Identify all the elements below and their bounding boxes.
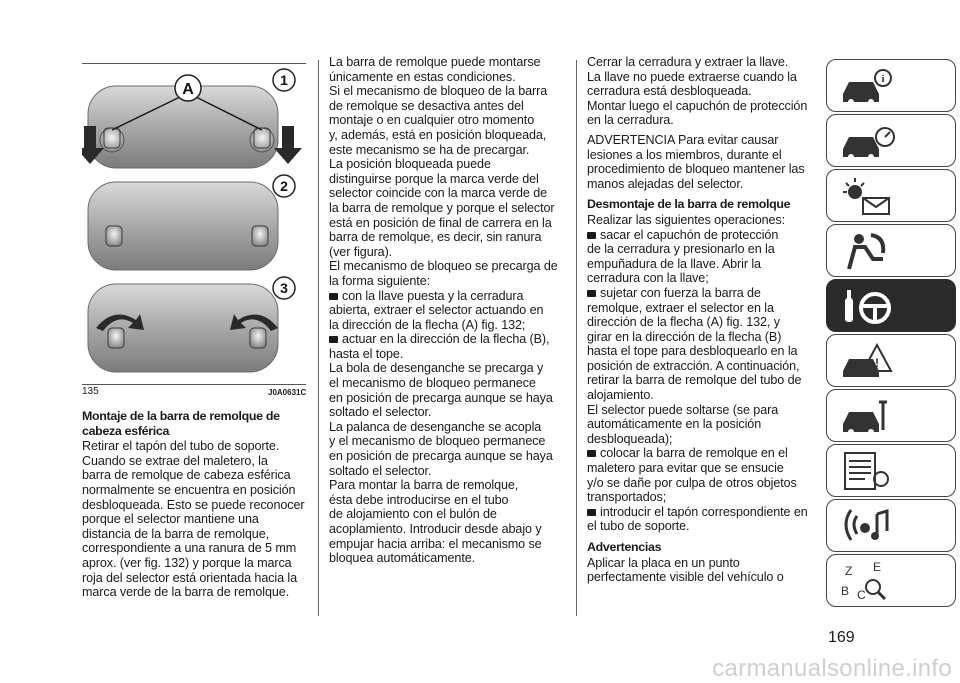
text-line: automáticamente en la posición: [587, 417, 762, 432]
car-dashboard-icon: [837, 119, 897, 163]
text-line: alojamiento.: [587, 388, 654, 403]
warning-line: manos alejadas del selector.: [587, 176, 744, 191]
text-line: La palanca de desenganche se acopla: [329, 419, 542, 434]
tab-maintenance[interactable]: [826, 389, 956, 442]
callout-3-label: 3: [280, 280, 288, 296]
watermark: carmanualsonline.info: [712, 655, 952, 682]
svg-text:!: !: [875, 356, 879, 370]
text-line: selector coincide con la marca verde de: [329, 186, 548, 201]
tab-car-dashboard[interactable]: [826, 114, 956, 167]
text-line: en posición de precarga aunque se haya: [329, 390, 553, 405]
text-line: de alojamiento con el bulón de: [329, 507, 497, 522]
text-line: Aplicar la placa en un punto: [587, 555, 740, 570]
column-divider-1: [318, 60, 319, 616]
index-icon: [837, 559, 897, 603]
page-number: 169: [828, 629, 855, 646]
text-line: soltado el selector.: [329, 463, 432, 478]
text-line: en la cerradura.: [587, 113, 674, 128]
text-line: y/o se dañe por culpa de otros objetos: [587, 475, 797, 490]
text-line: remolque, extraer el selector en la: [587, 300, 774, 315]
text-line: acoplamiento. Introducir desde abajo y: [329, 522, 542, 536]
text-line: La posición bloqueada puede: [329, 157, 491, 172]
text-line: porque el selector mantiene una: [82, 512, 259, 527]
text-line: correspondiente a una ranura de 5 mm: [82, 541, 297, 556]
text-line: Para montar la barra de remolque,: [329, 478, 519, 493]
column-3: [587, 55, 817, 585]
text-line: cerradura con la llave;: [587, 271, 709, 286]
text-line: hasta el tope.: [329, 346, 404, 361]
svg-text:Z: Z: [845, 564, 853, 578]
start-drive-icon: [837, 284, 897, 328]
text-line: bloquea automáticamente.: [329, 551, 476, 566]
tab-warning-lights[interactable]: [826, 169, 956, 222]
text-line: el mecanismo de bloqueo permanece: [329, 376, 536, 391]
text-line: normalmente se encuentra en posición: [82, 482, 296, 497]
svg-text:i: i: [881, 73, 885, 85]
text-line: la dirección de la flecha (A) fig. 132;: [329, 317, 526, 332]
text-line: de la cerradura y presionarlo en la: [587, 242, 775, 257]
text-line: girar en la dirección de la flecha (B): [587, 329, 782, 344]
section-heading-desmontaje: Desmontaje de la barra de remolque: [587, 197, 791, 212]
multimedia-icon: [837, 504, 897, 548]
emergency-icon: [837, 339, 897, 383]
text-line: en posición de precarga aunque se haya: [329, 449, 553, 464]
bullet-item: introducir el tapón correspondiente en: [587, 505, 817, 520]
text-line: cerradura está desbloqueada.: [587, 84, 752, 99]
text-line: posición de extracción. A continuación,: [587, 358, 800, 373]
car-info-icon: [837, 64, 897, 108]
warning-lights-icon: [837, 174, 897, 218]
figure-caption-rule: [82, 384, 306, 385]
text-line: La barra de remolque puede montarse: [329, 55, 541, 69]
maintenance-icon: [837, 394, 897, 438]
column-2: [329, 55, 569, 566]
bullet-item: sacar el capuchón de protección: [587, 228, 817, 243]
text-line: el tubo de soporte.: [587, 519, 690, 534]
callout-2-label: 2: [280, 178, 288, 194]
tab-safety[interactable]: [826, 224, 956, 277]
bullet-item: colocar la barra de remolque en el: [587, 446, 817, 461]
text-line: únicamente en estas condiciones.: [329, 69, 516, 84]
tab-car-info[interactable]: [826, 59, 956, 112]
text-line: marca verde de la barra de remolque.: [82, 585, 290, 600]
text-line: barra de remolque, es decir, sin ranura: [329, 230, 542, 245]
text-line: El mecanismo de bloqueo se precarga de: [329, 259, 558, 274]
text-line: retirar la barra de remolque del tubo de: [587, 373, 802, 388]
text-line: Cerrar la cerradura y extraer la llave.: [587, 55, 789, 69]
text-line: transportados;: [587, 490, 667, 505]
text-line: y el mecanismo de bloqueo permanece: [329, 434, 546, 449]
bullet-item: actuar en la dirección de la flecha (B),: [329, 332, 569, 347]
tab-multimedia[interactable]: [826, 499, 956, 552]
warning-line: procedimiento de bloqueo mantener las: [587, 162, 805, 177]
text-line: está en posición de final de carrera en la: [329, 215, 552, 230]
text-line: este mecanismo se ha de precargar.: [329, 142, 530, 157]
text-line: ésta debe introducirse en el tubo: [329, 492, 509, 507]
text-line: soltado el selector.: [329, 405, 432, 420]
tab-start-drive[interactable]: [826, 279, 956, 332]
text-line: abierta, extraer el selector actuando en: [329, 303, 544, 318]
text-line: la barra de remolque y porque el selector: [329, 200, 555, 215]
warning-line: ADVERTENCIA Para evitar causar: [587, 132, 779, 147]
text-line: perfectamente visible del vehículo o: [587, 570, 784, 585]
svg-text:E: E: [873, 560, 882, 574]
figure-number: 135: [82, 386, 99, 397]
text-line: La bola de desenganche se precarga y: [329, 361, 544, 376]
text-line: la forma siguiente:: [329, 273, 431, 288]
text-line: desbloqueada. Esto se puede reconocer: [82, 497, 305, 512]
bullet-item: con la llave puesta y la cerradura: [329, 289, 569, 304]
text-line: hasta el tope para desbloquearlo en la: [587, 344, 798, 359]
text-line: La llave no puede extraerse cuando la: [587, 69, 797, 84]
text-line: distinguirse porque la marca verde del: [329, 171, 539, 186]
text-line: distancia de la barra de remolque,: [82, 526, 270, 541]
text-line: maletero para evitar que se ensucie: [587, 461, 784, 476]
bullet-item: sujetar con fuerza la barra de: [587, 286, 817, 301]
section-heading-advertencias: Advertencias: [587, 540, 662, 554]
tab-emergency[interactable]: [826, 334, 956, 387]
text-line: El selector puede soltarse (se para: [587, 402, 779, 417]
text-line: Cuando se extrae del maletero, la: [82, 453, 268, 468]
text-line: Si el mecanismo de bloqueo de la barra: [329, 84, 548, 99]
text-line: dirección de la flecha (A) fig. 132, y: [587, 315, 780, 330]
tab-technical-data[interactable]: [826, 444, 956, 497]
callout-A-label: A: [182, 81, 194, 98]
figure-code: J0A0631C: [268, 388, 307, 397]
text-line: montaje o en cualquier otro momento: [329, 113, 535, 128]
tab-index[interactable]: [826, 554, 956, 607]
text-line: empuñadura de la llave. Abrir la: [587, 256, 761, 271]
column-divider-2: [576, 60, 577, 616]
text-line: desbloqueada);: [587, 431, 673, 446]
text-line: empujar hacia arriba: el mecanismo se: [329, 536, 542, 551]
text-line: y, además, está en posición bloqueada,: [329, 127, 547, 142]
figure-top-rule: [82, 63, 306, 64]
text-line: de remolque se desactiva antes del: [329, 98, 524, 113]
safety-airbag-icon: [837, 229, 897, 273]
text-line: aprox. (ver fig. 132) y porque la marca: [82, 555, 292, 570]
technical-data-icon: [837, 449, 897, 493]
figure-135-illustration: [82, 66, 306, 382]
callout-1-label: 1: [280, 72, 288, 88]
text-line: Montar luego el capuchón de protección: [587, 98, 808, 113]
svg-text:B: B: [841, 584, 850, 598]
text-line: roja del selector está orientada hacia la: [82, 570, 298, 585]
svg-text:C: C: [857, 588, 866, 602]
text-line: (ver figura).: [329, 244, 393, 259]
section-heading-montaje: Montaje de la barra de remolque de cabeza esférica: [82, 409, 280, 438]
text-line: Retirar el tapón del tubo de soporte.: [82, 439, 280, 454]
text-line: barra de remolque de cabeza esférica: [82, 468, 291, 483]
column-1: [82, 406, 312, 600]
warning-line: lesiones a los miembros, durante el: [587, 147, 782, 162]
text-line: Realizar las siguientes operaciones:: [587, 212, 786, 227]
